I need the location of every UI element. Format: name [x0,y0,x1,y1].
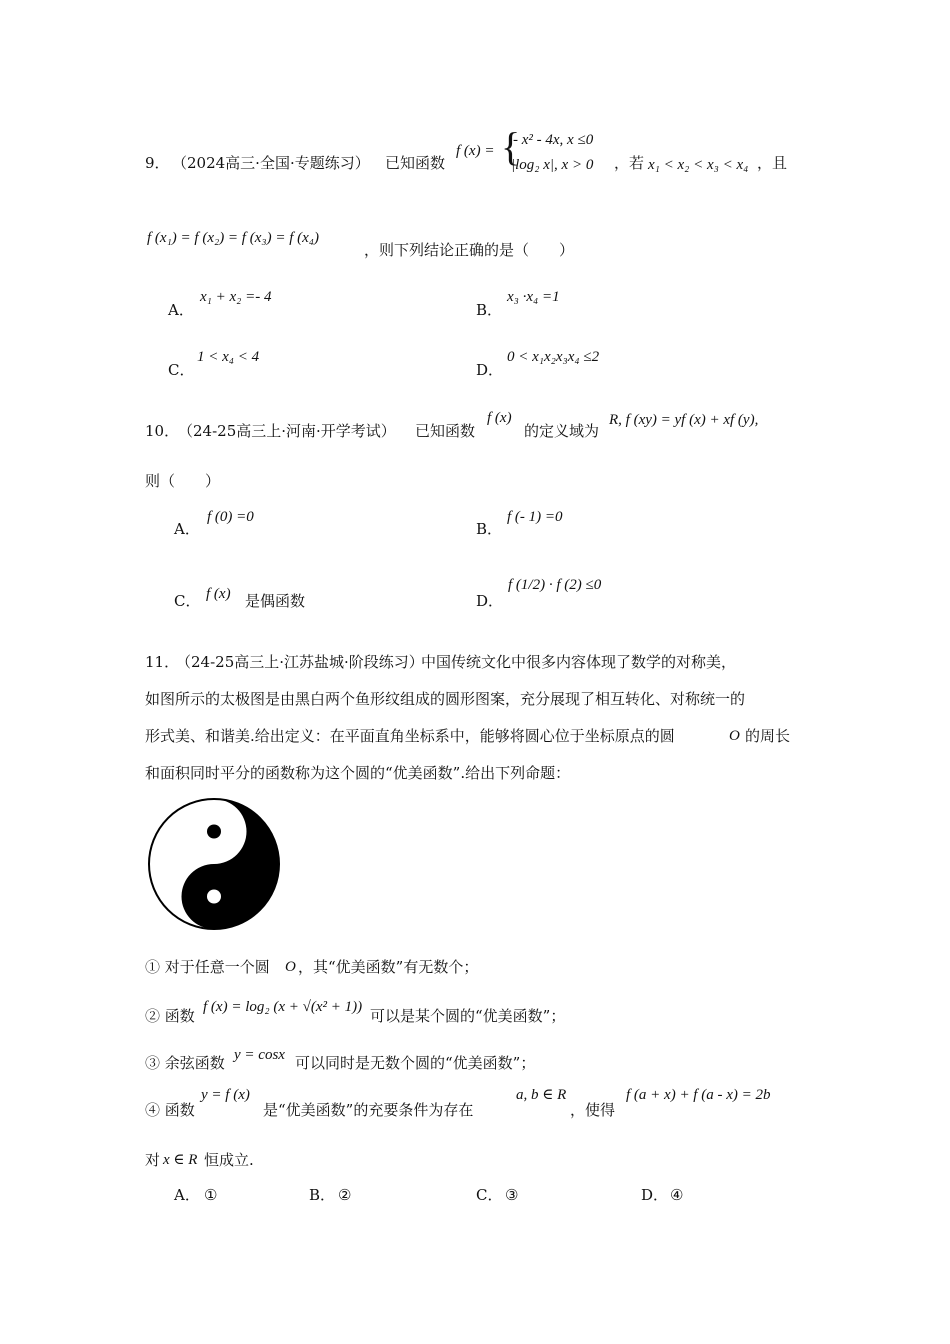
q11-statement-4-x: x ∈ R [163,1152,198,1168]
q10-intro: 已知函数 [415,422,476,440]
q11-line2: 如图所示的太极图是由黑白两个鱼形纹组成的圆形图案，充分展现了相互转化、对称统一的 [145,690,746,708]
q11-line1: 中国传统文化中很多内容体现了数学的对称美， [421,653,737,671]
q10-option-b: f (- 1) =0 [507,509,563,525]
q11-statement-3a: ③ 余弦函数 [145,1054,225,1072]
q11-line3-o: O [729,728,740,744]
q10-option-b-label: B． [476,520,503,538]
q10-fx: f (x) [487,410,512,426]
q10-option-d: f (1/2) · f (2) ≤0 [508,577,602,593]
q11-statement-4-eq: f (a + x) + f (a - x) = 2b [626,1087,771,1103]
q9-question: ，则下列结论正确的是（ ） [364,241,575,259]
q11-option-b-label: B． [309,1186,336,1204]
q11-line3a: 形式美、和谐美.给出定义：在平面直角坐标系中，能够将圆心位于坐标原点的圆 [145,727,675,745]
q9-option-d: 0 < x₁x₂x₃x₄ ≤2 [507,349,600,365]
q9-option-a: x₁ + x₂ =- 4 [200,289,272,305]
q9-option-c: 1 < x₄ < 4 [197,349,260,365]
q11-option-a-label: A． [174,1186,200,1204]
q9-cond: x₁ < x₂ < x₃ < x₄ [648,157,749,173]
q11-statement-4d: ，使得 [570,1101,616,1119]
q9-cond-prefix: ，若 [614,154,645,172]
q11-statement-4a: ④ 函数 [145,1101,195,1119]
q10-option-d-label: D． [476,592,504,610]
q9-brace: { [501,124,521,169]
q11-statement-4g: 对 [145,1151,161,1169]
q9-func-lhs: f (x) = [456,143,495,159]
q9-source: （2024高三·全国·专题练习） [172,154,370,172]
q9-piece2: |log₂ x|, x > 0 [511,157,594,173]
q11-option-d: ④ [670,1186,684,1204]
q11-source: （24-25高三上·江苏盐城·阶段练习） [176,653,424,671]
q10-option-c: 是偶函数 [245,592,306,610]
q9-piece1: - x² - 4x, x ≤0 [513,132,594,148]
q10-domain-text: 的定义域为 [524,422,600,440]
q9-option-b-label: B． [476,301,503,319]
q11-statement-2-func: f (x) = log₂ (x + √(x² + 1)) [203,999,363,1015]
q11-option-c: ③ [505,1186,519,1204]
q10-then: 则（ ） [145,472,221,490]
q11-statement-1a: ① 对于任意一个圆 [145,958,270,976]
q11-statement-1b: ，其“优美函数”有无数个； [298,958,479,976]
q11-statement-2b: 可以是某个圆的“优美函数”； [370,1007,566,1025]
taiji-dark-dot [207,825,221,839]
q11-line3b: 的周长 [745,727,791,745]
q11-statement-3b: 可以同时是无数个圆的“优美函数”； [295,1054,536,1072]
q11-statement-3-func: y = cosx [234,1047,285,1063]
q11-statement-4-ab: a, b ∈ R [516,1087,567,1103]
q11-statement-4-func: y = f (x) [201,1087,250,1103]
q11-line4: 和面积同时平分的函数称为这个圆的“优美函数”.给出下列命题： [145,764,571,782]
q9-option-d-label: D． [476,361,504,379]
q11-option-a: ① [204,1186,218,1204]
q11-number: 11． [145,653,180,671]
q11-statement-1-o: O [285,959,296,975]
taiji-light-dot [207,890,221,904]
q11-statement-4i: 恒成立. [204,1151,254,1169]
q10-option-c-label: C． [174,592,201,610]
q11-statement-2a: ② 函数 [145,1007,195,1025]
q9-cond-suffix: ，且 [757,154,788,172]
q10-source: （24-25高三上·河南·开学考试） [178,422,396,440]
q9-option-a-label: A． [168,301,194,319]
q9-option-b: x₃ ·x₄ =1 [507,289,560,305]
q10-domain-expr: R, f (xy) = yf (x) + xf (y), [609,412,759,428]
q9-option-c-label: C． [168,361,195,379]
q9-eq: f (x₁) = f (x₂) = f (x₃) = f (x₄) [147,230,319,246]
q11-option-b: ② [338,1186,352,1204]
q10-number: 10． [145,422,180,440]
q10-option-c-math: f (x) [206,586,231,602]
q11-option-d-label: D． [641,1186,669,1204]
q11-statement-4b: 是“优美函数”的充要条件为存在 [263,1101,474,1119]
q11-option-c-label: C． [476,1186,503,1204]
q9-intro: 已知函数 [385,154,446,172]
q10-option-a-label: A． [174,520,200,538]
q10-option-a: f (0) =0 [207,509,254,525]
q9-number: 9． [145,154,170,172]
taiji-figure [147,797,281,931]
